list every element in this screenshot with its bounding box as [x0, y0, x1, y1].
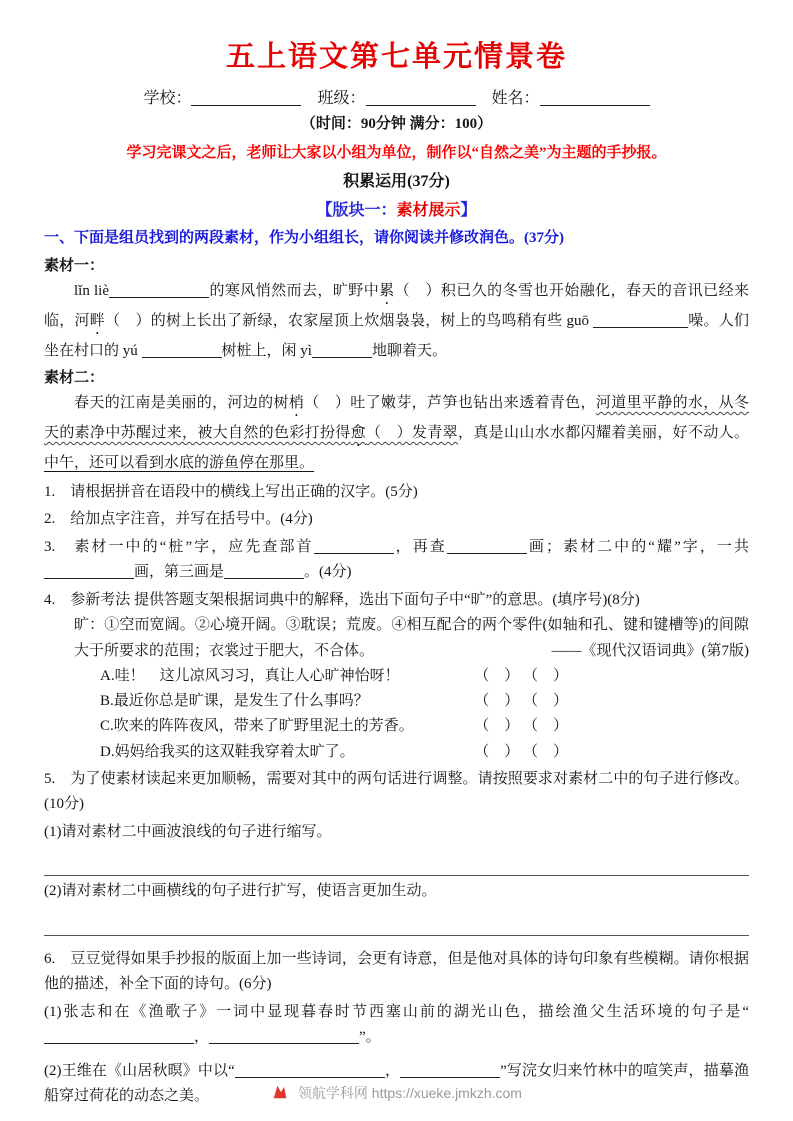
question-1: 1. 请根据拼音在语段中的横线上写出正确的汉字。(5分) — [44, 483, 418, 500]
question-5-answer-line-1 — [44, 845, 749, 876]
class-blank — [366, 89, 476, 106]
material2-dotted-char-shao: 梢 — [288, 394, 305, 411]
name-field — [492, 90, 650, 107]
block-title-inner: 素材展示 — [396, 202, 461, 219]
material2-wavy-text2: （ ）发青翠 — [366, 424, 458, 441]
question-6-sub1-blank1 — [44, 1029, 194, 1045]
footer-site-url: https://xueke.jmkzh.com — [371, 1085, 522, 1101]
site-logo-icon — [271, 1083, 289, 1101]
question-6-sub2-blank1 — [235, 1062, 385, 1078]
question-4-option-d — [100, 740, 568, 765]
question-6-stem: 6. 豆豆觉得如果手抄报的版面上加一些诗词，会更有诗意，但是他对具体的诗句印象有些模糊。请你根据他的描述，补全下面的诗句。(6分) — [44, 950, 749, 993]
material1-dotted-char-lei: 累 — [379, 283, 395, 299]
question-3-text5: 。(4分) — [304, 564, 352, 580]
class-label: 班级： — [317, 90, 366, 107]
option-c-answer-brackets: （ ） （ ） — [474, 718, 568, 735]
material1-blank4 — [312, 342, 372, 358]
question-5-answer-line-2 — [44, 905, 749, 936]
material1-blank1 — [109, 282, 209, 298]
question-6-sub1-blank2 — [209, 1029, 359, 1045]
material1-text4: 噪。人们坐在村口的 yú — [44, 313, 749, 359]
material1-text5: 树桩上，闲 yì — [221, 343, 312, 359]
question-5-sub1: (1)请对素材二中画波浪线的句子进行缩写。 — [44, 823, 332, 840]
material2-label: 素材二： — [44, 369, 105, 386]
question-4-option-b — [100, 689, 568, 714]
material2-text1: 春天的江南是美丽的，河边的树 — [74, 394, 289, 411]
student-info-line — [44, 85, 749, 108]
school-label: 学校： — [143, 90, 192, 107]
question-3-text4: 画，第三画是 — [134, 564, 225, 580]
material1-blank3 — [142, 342, 222, 358]
question-3-blank2 — [447, 538, 527, 554]
question-6-sub2-text1: (2)王维在《山居秋暝》中以“ — [44, 1062, 235, 1079]
question-5-stem: 5. 为了使素材读起来更加顺畅，需要对其中的两句话进行调整。请按照要求对素材二中的句子进行修改。(10分) — [44, 770, 749, 813]
name-label: 姓名： — [491, 90, 540, 107]
material1-label: 素材一： — [44, 258, 105, 274]
question-6-sub2-text2: ， — [384, 1062, 401, 1079]
question-3-blank1 — [314, 538, 394, 554]
question-6-sub2-text3: ”写浣女归来竹林中的喧笑声，描摹渔船穿过荷花的动态之美。 — [44, 1062, 749, 1105]
option-a-text: A.哇！ 这儿凉风习习，真让人心旷神怡呀！ — [100, 668, 400, 684]
material1-text2: （ ）积已久的冬雪也开始融化，春天的音讯已经来临，河 — [44, 283, 749, 329]
question-main-stem: 一、下面是组员找到的两段素材，作为小组组长，请你阅读并修改润色。(37分) — [44, 230, 564, 246]
block-title-bracket-open: 【版块一： — [316, 202, 397, 219]
footer-site-name: 领航学科网 — [297, 1085, 368, 1101]
material2-wavy-text1: 河道里平静的水，从冬天的素净中苏醒过来，被大自然的色彩打扮得 — [44, 394, 749, 441]
material1-dotted-char-pan: 畔 — [89, 313, 105, 329]
scenario-notice: 学习完课文之后，老师让大家以小组为单位，制作以“自然之美”为主题的手抄报。 — [126, 145, 667, 161]
material2-dotted-char-yu: 愈 — [350, 424, 366, 441]
question-6-sub1 — [44, 1000, 749, 1051]
block-title — [44, 197, 749, 220]
question-6-sub1-text2: ， — [194, 1029, 210, 1046]
name-blank — [540, 89, 650, 106]
question-2: 2. 给加点字注音，并写在括号中。(4分) — [44, 511, 313, 527]
site-footer — [0, 1083, 793, 1103]
question-6-sub1-text1: (1)张志和在《渔歌子》一词中显现暮春时节西塞山前的湖光山色，描绘渔父生活环境的句子是“ — [44, 1003, 749, 1020]
material1-text6: 地聊着天。 — [371, 343, 447, 359]
option-d-text: D.妈妈给我买的这双鞋我穿着太旷了。 — [100, 743, 355, 760]
question-3-blank3 — [44, 563, 134, 579]
material1-paragraph — [44, 278, 749, 366]
question-4-definition-text: 旷：①空而宽阔。②心境开阔。③耽误；荒废。④相互配合的两个零件(如轴和孔、键和键槽等)的间隙大于所要求的范围；衣裳过于肥大，不合体。 — [74, 617, 749, 659]
block-title-bracket-close: 】 — [460, 202, 477, 219]
school-blank — [191, 89, 301, 106]
school-field — [143, 90, 301, 107]
option-d-answer-brackets: （ ） （ ） — [474, 743, 568, 760]
question-3-text2: ，再查 — [393, 538, 447, 555]
material2-text3: ，真是山山水水都闪耀着美丽，好不动人。 — [458, 424, 749, 441]
material1-text3: （ ）的树上长出了新绿，农家屋顶上炊烟袅袅，树上的鸟鸣稍有些 guō — [105, 313, 593, 329]
option-c-text: C.吹来的阵阵夜风，带来了旷野里泥土的芳香。 — [100, 718, 414, 735]
material1-blank2 — [593, 312, 688, 328]
material1-pinyin1: lǐn liè — [74, 283, 110, 299]
question-3-text1: 3. 素材一中的“桩”字，应先查部首 — [44, 538, 314, 555]
question-6-sub1-text3: ”。 — [359, 1029, 381, 1046]
material2-underlined-sentence: 中午，还可以看到水底的游鱼停在那里。 — [44, 454, 315, 471]
time-score-line: （时间：90分钟 满分：100） — [300, 116, 493, 132]
option-b-answer-brackets: （ ） （ ） — [474, 693, 568, 710]
question-3-blank4 — [224, 563, 304, 579]
material2-text2: （ ）吐了嫩芽，芦笋也钻出来透着青色， — [304, 394, 596, 411]
section-title: 积累运用(37分) — [343, 173, 450, 190]
question-4-dictionary-cite: ——《现代汉语词典》(第7版) — [551, 642, 749, 659]
question-4-dictionary-definition — [44, 613, 749, 664]
material2-paragraph — [44, 390, 749, 478]
question-5-sub2: (2)请对素材二中画横线的句子进行扩写，使语言更加生动。 — [44, 883, 437, 900]
question-3-text3: 画；素材二中的“耀”字，一共 — [526, 538, 749, 555]
question-4-stem: 4. 参新考法 提供答题支架根据词典中的解释，选出下面句子中“旷”的意思。(填序号)(8分) — [44, 591, 640, 608]
question-4-option-c — [100, 714, 568, 739]
question-3 — [44, 535, 749, 586]
option-b-text: B.最近你总是旷课，是发生了什么事吗？ — [100, 693, 369, 710]
class-field — [317, 90, 475, 107]
question-4-option-a — [100, 664, 568, 689]
material1-text1: 的寒风悄然而去，旷野中 — [209, 283, 380, 299]
option-a-answer-brackets: （ ） （ ） — [474, 668, 568, 684]
question-6-sub2-blank2 — [400, 1062, 500, 1078]
page-title: 五上语文第七单元情景卷 — [225, 41, 567, 73]
